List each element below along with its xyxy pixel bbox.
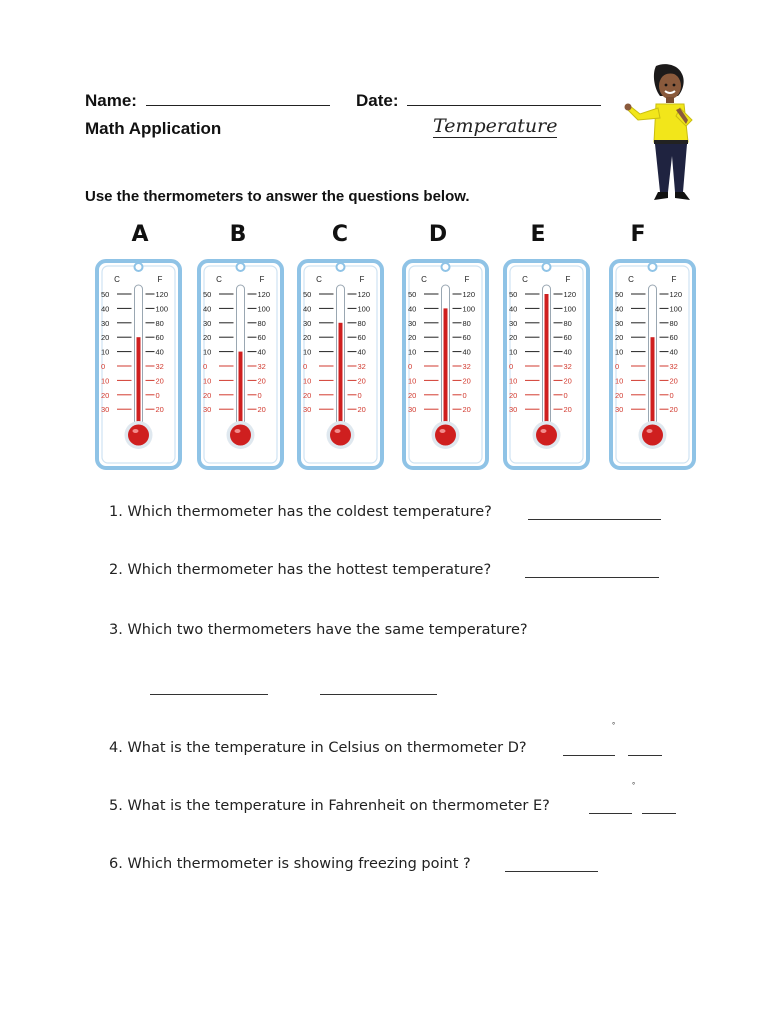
celsius-tick-label: 20 <box>101 390 110 400</box>
name-row <box>85 91 330 111</box>
celsius-tick-label: 10 <box>303 376 312 386</box>
celsius-tick-label: 20 <box>203 333 212 343</box>
date-field[interactable] <box>407 91 601 106</box>
mercury-column <box>444 308 448 435</box>
fahrenheit-tick-label: 0 <box>257 390 262 400</box>
celsius-header: C <box>522 275 528 284</box>
fahrenheit-tick-label: 60 <box>462 333 471 343</box>
fahrenheit-tick-label: 60 <box>669 333 678 343</box>
celsius-tick-label: 30 <box>303 405 312 415</box>
bulb-highlight <box>335 429 341 433</box>
celsius-tick-label: 50 <box>509 290 518 299</box>
fahrenheit-tick-label: 20 <box>563 405 572 415</box>
celsius-tick-label: 10 <box>408 376 417 386</box>
fahrenheit-header: F <box>259 275 265 284</box>
answer-4-unit-blank[interactable] <box>628 754 662 756</box>
fahrenheit-header: F <box>464 275 470 284</box>
mercury-column <box>651 337 655 435</box>
answer-5-unit-blank[interactable] <box>642 812 676 814</box>
subject-label: Math Application <box>85 119 222 138</box>
question-3-text: 3. Which two thermometers have the same temperature? <box>109 622 528 638</box>
fahrenheit-header: F <box>565 275 571 284</box>
fahrenheit-tick-label: 20 <box>462 376 471 386</box>
celsius-tick-label: 50 <box>303 290 312 299</box>
thermometer-letter-e: E <box>530 222 546 247</box>
celsius-tick-label: 10 <box>509 347 518 357</box>
bulb-highlight <box>440 429 446 433</box>
fahrenheit-tick-label: 60 <box>357 333 366 343</box>
thermometer-d <box>402 255 489 470</box>
question-6 <box>109 856 471 872</box>
fahrenheit-tick-label: 20 <box>563 376 572 386</box>
celsius-tick-label: 10 <box>408 347 417 357</box>
celsius-tick-label: 10 <box>303 347 312 357</box>
hanging-hole <box>442 263 450 271</box>
topic-title: Temperature <box>433 115 558 137</box>
celsius-tick-label: 50 <box>408 290 417 299</box>
celsius-tick-label: 0 <box>615 362 620 371</box>
date-row <box>356 91 601 111</box>
celsius-tick-label: 20 <box>509 333 518 343</box>
name-label: Name: <box>85 91 137 110</box>
fahrenheit-tick-label: 60 <box>155 333 164 343</box>
fahrenheit-tick-label: 20 <box>155 405 164 415</box>
mercury-bulb <box>536 425 557 446</box>
fahrenheit-tick-label: 40 <box>462 347 471 357</box>
fahrenheit-tick-label: 32 <box>155 362 164 371</box>
celsius-tick-label: 50 <box>203 290 212 299</box>
question-5-text: 5. What is the temperature in Fahrenheit on thermometer E? <box>109 798 550 814</box>
fahrenheit-tick-label: 100 <box>257 304 271 314</box>
celsius-tick-label: 10 <box>101 376 110 386</box>
bulb-highlight <box>133 429 139 433</box>
mercury-column <box>339 323 343 435</box>
fahrenheit-tick-label: 40 <box>357 347 366 357</box>
fahrenheit-tick-label: 32 <box>257 362 266 371</box>
question-3 <box>109 622 528 638</box>
celsius-tick-label: 30 <box>509 405 518 415</box>
fahrenheit-tick-label: 0 <box>563 390 568 400</box>
fahrenheit-tick-label: 0 <box>462 390 467 400</box>
celsius-tick-label: 50 <box>101 290 110 299</box>
fahrenheit-tick-label: 0 <box>669 390 674 400</box>
teacher-avatar <box>620 60 700 210</box>
fahrenheit-tick-label: 20 <box>155 376 164 386</box>
thermometer-letter-c: C <box>331 222 349 247</box>
fahrenheit-tick-label: 100 <box>669 304 683 314</box>
celsius-tick-label: 10 <box>101 347 110 357</box>
fahrenheit-tick-label: 40 <box>155 347 164 357</box>
celsius-tick-label: 30 <box>408 318 417 328</box>
celsius-tick-label: 20 <box>203 390 212 400</box>
fahrenheit-tick-label: 80 <box>357 318 366 328</box>
answer-6-blank[interactable] <box>505 870 598 872</box>
celsius-tick-label: 30 <box>303 318 312 328</box>
degree-symbol-4: ° <box>612 721 616 730</box>
fahrenheit-tick-label: 40 <box>257 347 266 357</box>
fahrenheit-tick-label: 0 <box>357 390 362 400</box>
celsius-tick-label: 0 <box>408 362 413 371</box>
celsius-header: C <box>316 275 322 284</box>
instructions: Use the thermometers to answer the questions below. <box>85 188 470 205</box>
fahrenheit-header: F <box>157 275 163 284</box>
celsius-tick-label: 30 <box>408 405 417 415</box>
bulb-highlight <box>235 429 241 433</box>
mercury-column <box>545 294 549 435</box>
mercury-column <box>137 337 141 435</box>
celsius-tick-label: 30 <box>101 318 110 328</box>
celsius-tick-label: 30 <box>101 405 110 415</box>
fahrenheit-tick-label: 32 <box>563 362 572 371</box>
fahrenheit-tick-label: 120 <box>563 290 577 299</box>
mercury-bulb <box>435 425 456 446</box>
celsius-tick-label: 30 <box>509 318 518 328</box>
celsius-tick-label: 30 <box>615 405 624 415</box>
mercury-bulb <box>128 425 149 446</box>
bulb-highlight <box>647 429 653 433</box>
answer-5-blank[interactable] <box>589 812 632 814</box>
fahrenheit-tick-label: 60 <box>563 333 572 343</box>
bulb-highlight <box>541 429 547 433</box>
fahrenheit-tick-label: 120 <box>669 290 683 299</box>
fahrenheit-tick-label: 120 <box>257 290 271 299</box>
fahrenheit-tick-label: 80 <box>257 318 266 328</box>
celsius-tick-label: 40 <box>101 304 110 314</box>
hanging-hole <box>337 263 345 271</box>
fahrenheit-tick-label: 80 <box>155 318 164 328</box>
fahrenheit-tick-label: 120 <box>357 290 371 299</box>
thermometer-letter-d: D <box>428 222 448 247</box>
fahrenheit-tick-label: 100 <box>155 304 169 314</box>
thermometer-f <box>609 255 696 470</box>
fahrenheit-tick-label: 32 <box>462 362 471 371</box>
fahrenheit-tick-label: 100 <box>462 304 476 314</box>
question-1-text: 1. Which thermometer has the coldest temperature? <box>109 504 492 520</box>
fahrenheit-tick-label: 120 <box>155 290 169 299</box>
mercury-bulb <box>330 425 351 446</box>
celsius-tick-label: 20 <box>303 390 312 400</box>
fahrenheit-tick-label: 32 <box>669 362 678 371</box>
celsius-tick-label: 40 <box>303 304 312 314</box>
fahrenheit-tick-label: 32 <box>357 362 366 371</box>
fahrenheit-header: F <box>671 275 677 284</box>
celsius-tick-label: 20 <box>408 333 417 343</box>
fahrenheit-tick-label: 20 <box>257 376 266 386</box>
fahrenheit-tick-label: 60 <box>257 333 266 343</box>
answer-4-blank[interactable] <box>563 754 615 756</box>
date-label: Date: <box>356 91 399 110</box>
fahrenheit-tick-label: 20 <box>669 405 678 415</box>
fahrenheit-header: F <box>359 275 365 284</box>
thermometer-b <box>197 255 284 470</box>
question-4 <box>109 740 527 756</box>
celsius-tick-label: 20 <box>615 390 624 400</box>
celsius-tick-label: 10 <box>203 347 212 357</box>
celsius-tick-label: 10 <box>509 376 518 386</box>
question-5 <box>109 798 550 814</box>
celsius-tick-label: 50 <box>615 290 624 299</box>
fahrenheit-tick-label: 120 <box>462 290 476 299</box>
fahrenheit-tick-label: 40 <box>563 347 572 357</box>
fahrenheit-tick-label: 80 <box>669 318 678 328</box>
celsius-header: C <box>114 275 120 284</box>
celsius-tick-label: 20 <box>509 390 518 400</box>
name-field[interactable] <box>146 91 330 106</box>
celsius-tick-label: 0 <box>509 362 514 371</box>
hanging-hole <box>135 263 143 271</box>
celsius-tick-label: 40 <box>203 304 212 314</box>
thermometer-letter-f: F <box>630 222 646 247</box>
celsius-tick-label: 30 <box>203 405 212 415</box>
degree-symbol-5: ° <box>632 781 636 790</box>
fahrenheit-tick-label: 80 <box>563 318 572 328</box>
fahrenheit-tick-label: 20 <box>357 376 366 386</box>
thermometer-c <box>297 255 384 470</box>
celsius-tick-label: 10 <box>203 376 212 386</box>
thermometer-e <box>503 255 590 470</box>
fahrenheit-tick-label: 100 <box>357 304 371 314</box>
celsius-tick-label: 40 <box>509 304 518 314</box>
answer-3a-blank[interactable] <box>150 693 268 695</box>
celsius-tick-label: 0 <box>203 362 208 371</box>
celsius-tick-label: 40 <box>408 304 417 314</box>
question-2 <box>109 562 491 578</box>
hanging-hole <box>543 263 551 271</box>
celsius-header: C <box>216 275 222 284</box>
fahrenheit-tick-label: 20 <box>462 405 471 415</box>
fahrenheit-tick-label: 20 <box>357 405 366 415</box>
thermometer-letter-b: B <box>229 222 247 247</box>
question-4-text: 4. What is the temperature in Celsius on thermometer D? <box>109 740 527 756</box>
hanging-hole <box>649 263 657 271</box>
celsius-header: C <box>628 275 634 284</box>
celsius-tick-label: 0 <box>101 362 106 371</box>
question-6-text: 6. Which thermometer is showing freezing point ? <box>109 856 471 872</box>
celsius-tick-label: 30 <box>615 318 624 328</box>
mercury-bulb <box>642 425 663 446</box>
hanging-hole <box>237 263 245 271</box>
question-1 <box>109 504 492 520</box>
fahrenheit-tick-label: 80 <box>462 318 471 328</box>
answer-3b-blank[interactable] <box>320 693 437 695</box>
question-2-text: 2. Which thermometer has the hottest temperature? <box>109 562 492 578</box>
celsius-tick-label: 10 <box>615 347 624 357</box>
celsius-tick-label: 20 <box>303 333 312 343</box>
fahrenheit-tick-label: 100 <box>563 304 577 314</box>
celsius-tick-label: 20 <box>101 333 110 343</box>
celsius-tick-label: 30 <box>203 318 212 328</box>
answer-2-blank[interactable] <box>525 576 659 578</box>
fahrenheit-tick-label: 20 <box>669 376 678 386</box>
thermometer-letter-a: A <box>131 222 149 247</box>
answer-1-blank[interactable] <box>528 518 661 520</box>
celsius-tick-label: 40 <box>615 304 624 314</box>
celsius-tick-label: 20 <box>408 390 417 400</box>
celsius-tick-label: 10 <box>615 376 624 386</box>
fahrenheit-tick-label: 40 <box>669 347 678 357</box>
mercury-bulb <box>230 425 251 446</box>
celsius-header: C <box>421 275 427 284</box>
celsius-tick-label: 20 <box>615 333 624 343</box>
fahrenheit-tick-label: 0 <box>155 390 160 400</box>
fahrenheit-tick-label: 20 <box>257 405 266 415</box>
celsius-tick-label: 0 <box>303 362 308 371</box>
thermometer-a <box>95 255 182 470</box>
